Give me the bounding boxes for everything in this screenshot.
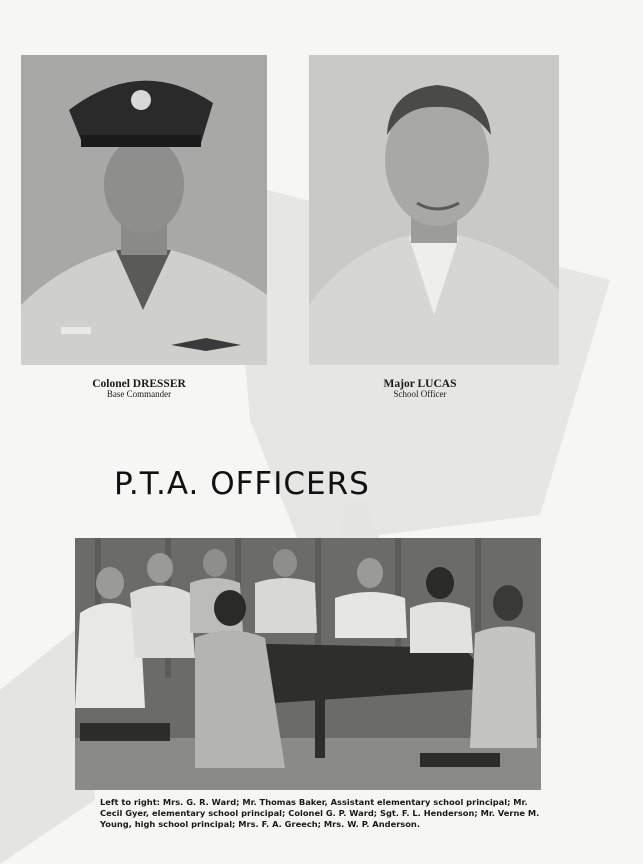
page-headline: P.T.A. OFFICERS	[114, 466, 370, 502]
portrait-name: Major LUCAS	[383, 378, 457, 390]
portrait-major-lucas	[309, 55, 559, 365]
caption-colonel-dresser	[64, 378, 214, 400]
portrait-role: School Officer	[393, 389, 447, 400]
caption-major-lucas	[345, 378, 495, 400]
portrait-role: Base Commander	[106, 389, 172, 400]
group-photo-caption: Left to right: Mrs. G. R. Ward; Mr. Thomas Baker, Assistant elementary school principal; Mr. Cecil Gyer, elementary school principal; Colonel G. P. Ward; Sgt. F. L. Henderson; Mr. Verne M. Young, high school principal; Mrs. F. A. Greech; Mrs. W. P. Anderson.	[100, 797, 540, 829]
group-photo-pta-officers	[75, 538, 541, 790]
portrait-name: Colonel DRESSER	[92, 378, 186, 390]
portrait-colonel-dresser	[21, 55, 267, 365]
